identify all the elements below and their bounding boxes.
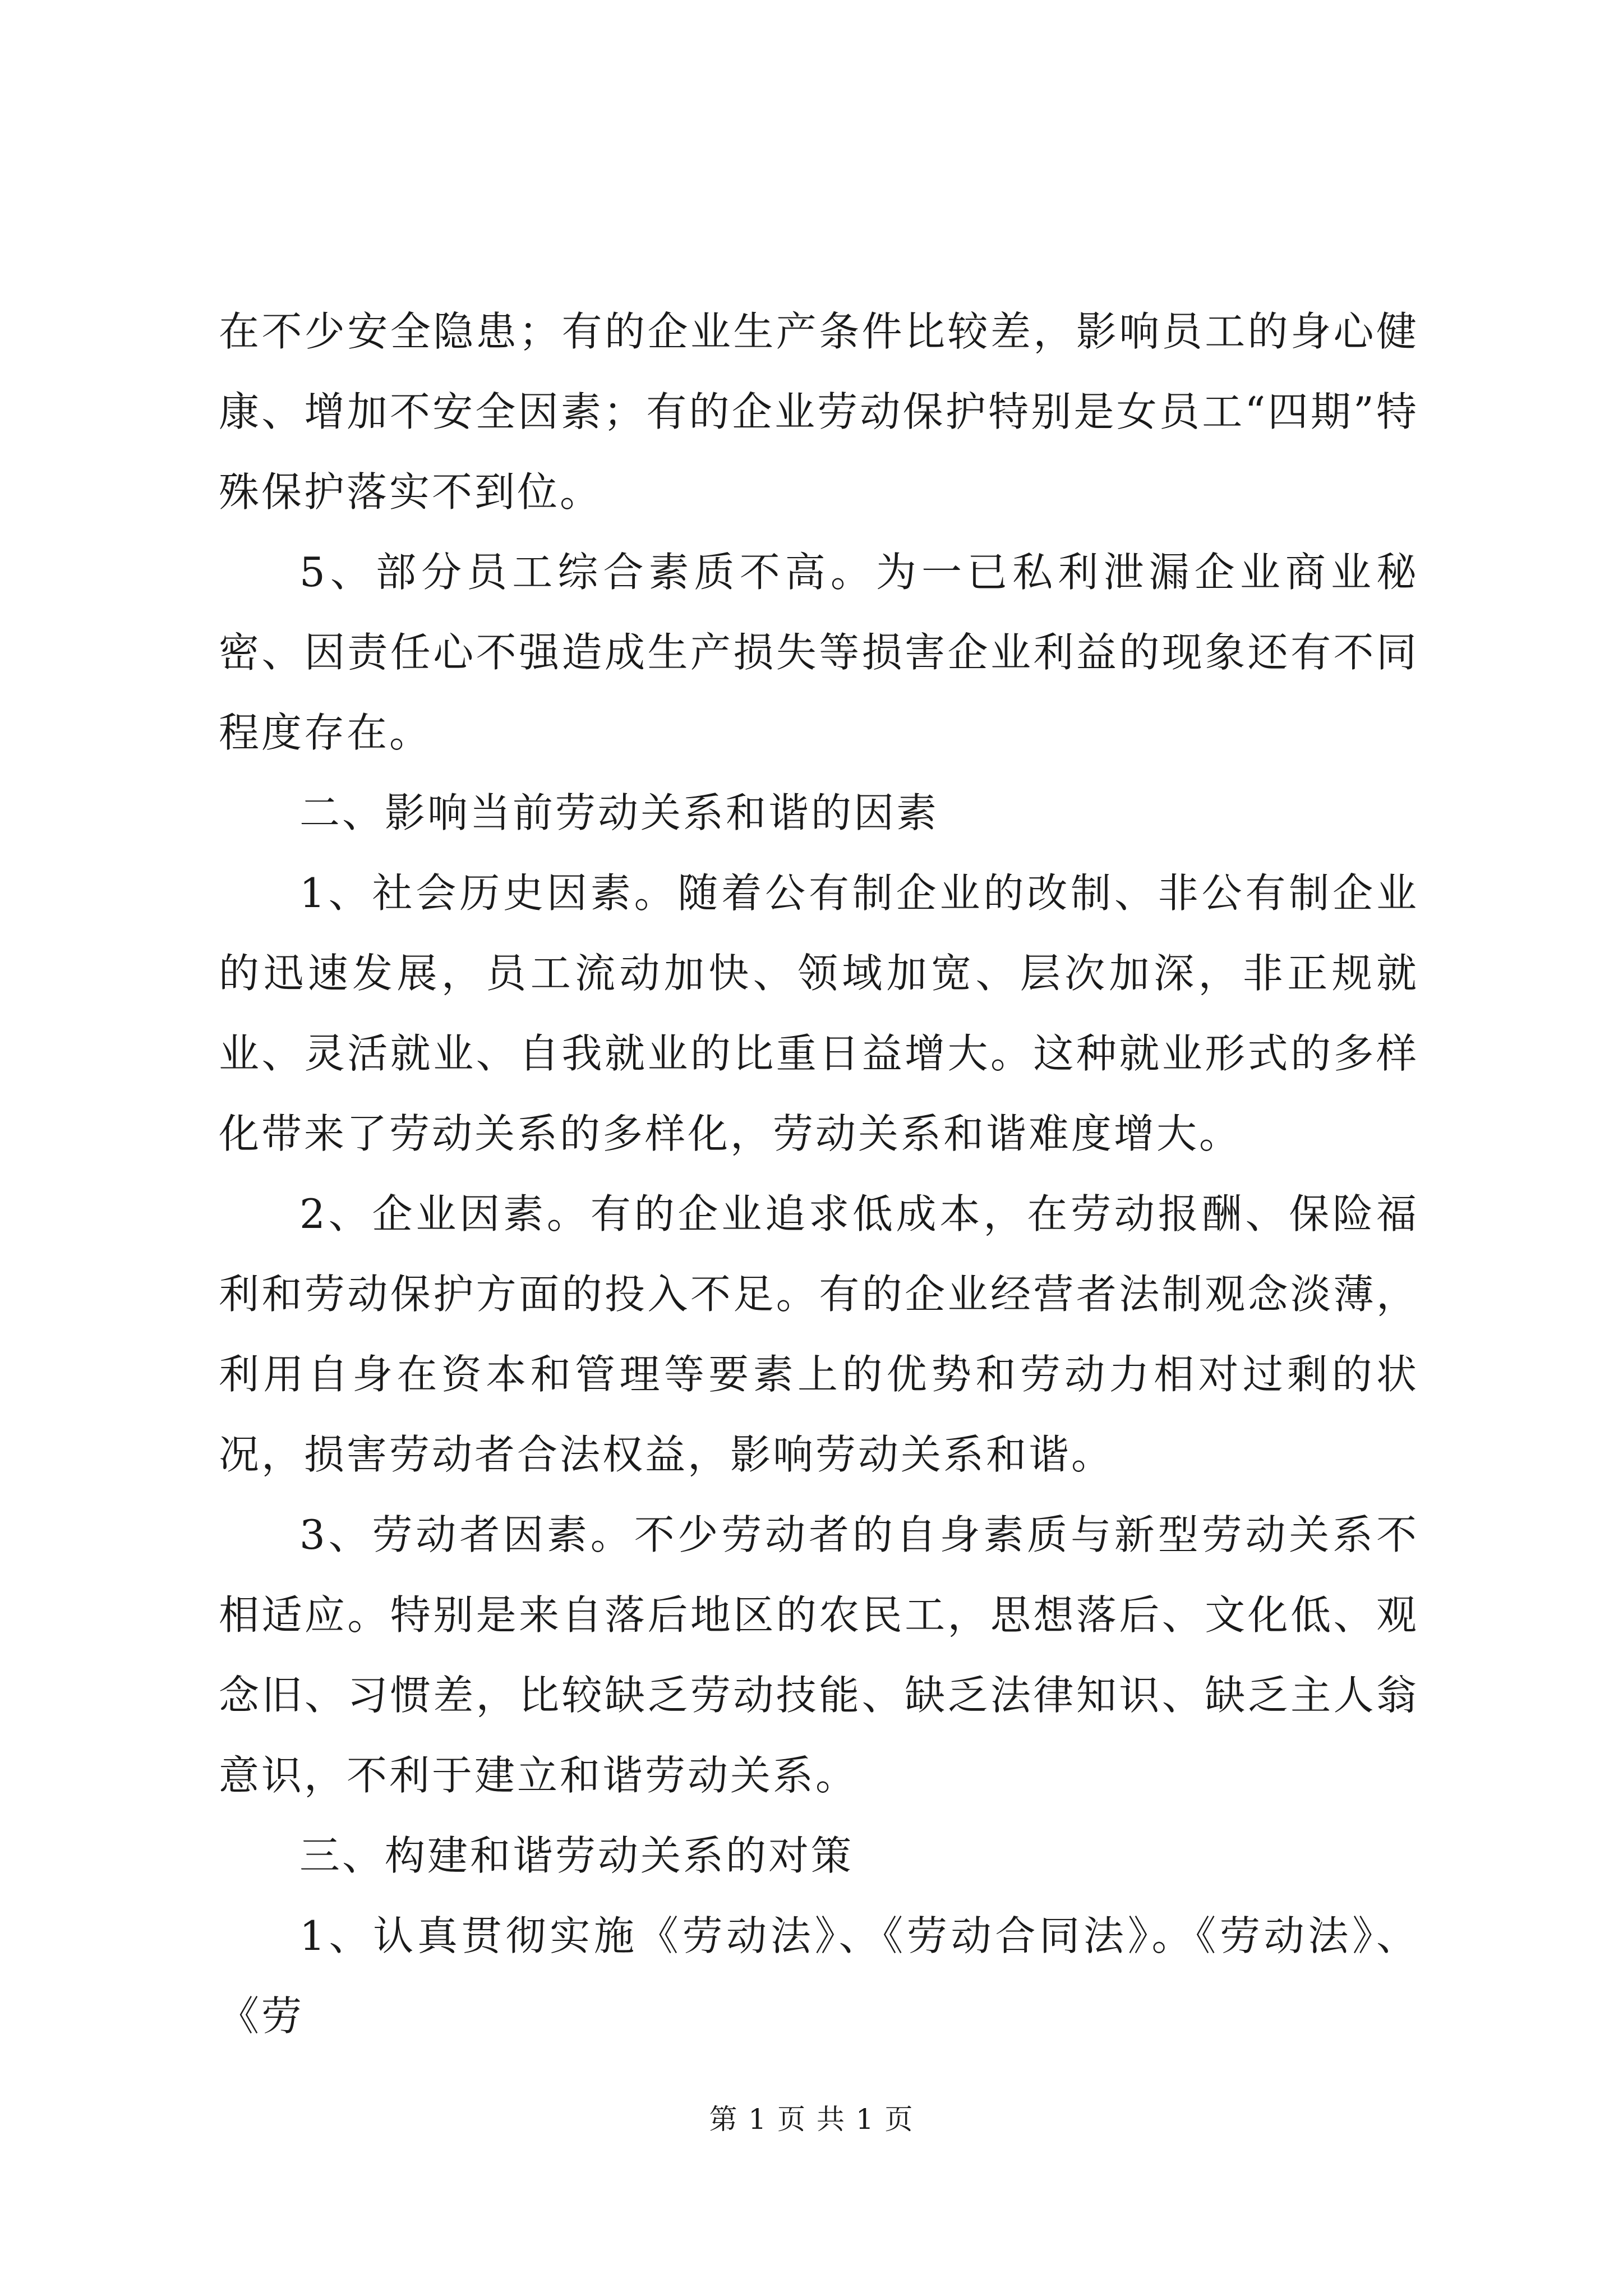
section-heading-2: 二、影响当前劳动关系和谐的因素 bbox=[299, 789, 939, 836]
document-body bbox=[219, 292, 1419, 2056]
paragraph-continuation: 在不少安全隐患；有的企业生产条件比较差，影响员工的身心健康、增加不安全因素；有的企业劳动保护特别是女员工“四期”特殊保护落实不到位。 bbox=[219, 308, 1419, 516]
paragraph-item-2-enterprise: 2、企业因素。有的企业追求低成本，在劳动报酬、保险福利和劳动保护方面的投入不足。有的企业经营者法制观念淡薄，利用自身在资本和管理等要素上的优势和劳动力相对过剩的状况，损害劳动者合法权益，影响劳动关系和谐。 bbox=[219, 1190, 1419, 1478]
paragraph-item-1-social: 1、社会历史因素。随着公有制企业的改制、非公有制企业的迅速发展，员工流动加快、领域加宽、层次加深，非正规就业、灵活就业、自我就业的比重日益增大。这种就业形式的多样化带来了劳动关系的多样化，劳动关系和谐难度增大。 bbox=[219, 869, 1419, 1157]
paragraph-item-1-law: 1、认真贯彻实施《劳动法》、《劳动合同法》。《劳动法》、《劳 bbox=[219, 1912, 1419, 2040]
page-footer: 第 1 页 共 1 页 bbox=[709, 2103, 914, 2136]
section-heading-3: 三、构建和谐劳动关系的对策 bbox=[299, 1832, 854, 1879]
paragraph-item-5: 5、部分员工综合素质不高。为一已私利泄漏企业商业秘密、因责任心不强造成生产损失等损害企业利益的现象还有不同程度存在。 bbox=[219, 549, 1419, 756]
paragraph-item-3-worker: 3、劳动者因素。不少劳动者的自身素质与新型劳动关系不相适应。特别是来自落后地区的农民工，思想落后、文化低、观念旧、习惯差，比较缺乏劳动技能、缺乏法律知识、缺乏主人翁意识，不利于建立和谐劳动关系。 bbox=[219, 1511, 1419, 1799]
